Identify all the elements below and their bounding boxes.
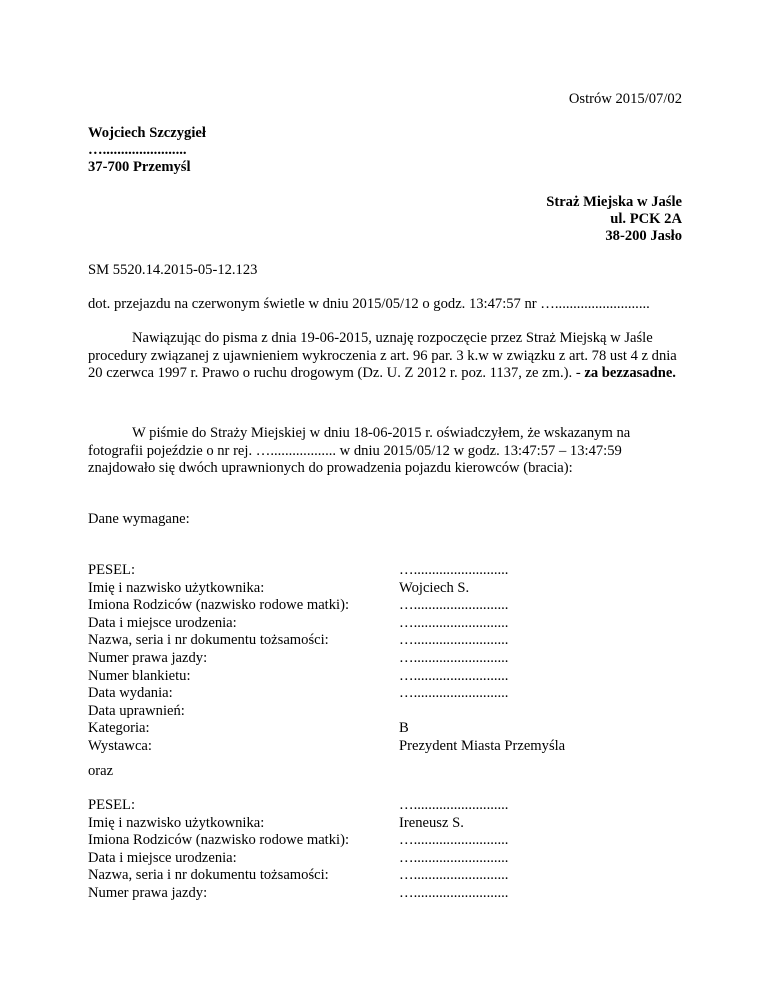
- field-value: …..........................: [399, 614, 509, 631]
- table-row: [88, 815, 508, 833]
- field-label: Wystawca:: [88, 737, 152, 754]
- field-value: B: [399, 720, 409, 737]
- field-value: …..........................: [399, 649, 509, 666]
- table-row: [88, 632, 565, 650]
- paragraph-acknowledgement-text: Nawiązując do pisma z dnia 19-06-2015, uznaję rozpoczęcie przez Straż Miejską w Jaśle procedury związanej z ujawnieniem wykroczenia z art. 96 par. 3 k.w w związku z art. 78 ust 4 z dnia 20 czerwca 1997 r. Prawo o ruchu drogowym (Dz. U. Z 2012 r. poz. 1137, ze zm.). -: [88, 330, 677, 381]
- recipient-street: ul. PCK 2A: [610, 211, 682, 227]
- paragraph-statement: W piśmie do Straży Miejskiej w dniu 18-06-2015 r. oświadczyłem, że wskazanym na fotografii pojeździe o nr rej. ….................. w dniu 2015/05/12 w godz. 13:47:57 – 13:47:59 znajdowało się dwóch uprawnionych do prowadzenia pojazdu kierowców (bracia):: [88, 425, 631, 476]
- field-value: Prezydent Miasta Przemyśla: [399, 737, 566, 754]
- field-label: Imiona Rodziców (nazwisko rodowe matki):: [88, 597, 349, 614]
- field-label: Imię i nazwisko użytkownika:: [88, 579, 265, 596]
- field-value: …..........................: [399, 832, 509, 849]
- recipient-city: 38-200 Jasło: [605, 228, 682, 244]
- sender-name: Wojciech Szczygieł: [88, 125, 206, 141]
- paragraph-acknowledgement-bold: za bezzasadne.: [584, 365, 676, 381]
- field-label: Data wydania:: [88, 685, 173, 702]
- field-value: …..........................: [399, 884, 509, 901]
- table-row: [88, 720, 565, 738]
- field-value: …..........................: [399, 562, 509, 578]
- table-row: [88, 797, 508, 815]
- field-value: …..........................: [399, 632, 509, 649]
- table-row: [88, 597, 565, 615]
- paragraph-acknowledgement: [88, 330, 682, 383]
- field-value: Wojciech S.: [399, 579, 470, 596]
- field-label: Imiona Rodziców (nazwisko rodowe matki):: [88, 832, 349, 849]
- table-row: [88, 738, 565, 756]
- table-row: [88, 850, 508, 868]
- field-label: PESEL:: [88, 562, 136, 578]
- field-label: Kategoria:: [88, 720, 150, 737]
- table-row: [88, 668, 565, 686]
- field-label: Numer blankietu:: [88, 667, 191, 684]
- field-label: Nazwa, seria i nr dokumentu tożsamości:: [88, 867, 329, 884]
- case-number: SM 5520.14.2015-05-12.123: [88, 262, 258, 278]
- table-row: [88, 650, 565, 668]
- table-row: [88, 562, 565, 580]
- table-row: [88, 867, 508, 885]
- field-label: Numer prawa jazdy:: [88, 649, 208, 666]
- field-label: Numer prawa jazdy:: [88, 884, 208, 901]
- sender-address: ….......................: [88, 142, 187, 158]
- driver2-table: [88, 797, 508, 903]
- sender-city: 37-700 Przemyśl: [88, 159, 191, 175]
- table-row: [88, 580, 565, 598]
- field-value: …..........................: [399, 867, 509, 884]
- field-value: …..........................: [399, 797, 509, 813]
- field-label: Data i miejsce urodzenia:: [88, 614, 237, 631]
- table-row: [88, 685, 565, 703]
- field-label: Imię i nazwisko użytkownika:: [88, 814, 265, 831]
- field-value: …..........................: [399, 685, 509, 702]
- driver1-table: [88, 562, 565, 756]
- and-label: oraz: [88, 763, 114, 779]
- recipient-name: Straż Miejska w Jaśle: [546, 194, 682, 210]
- table-row: [88, 885, 508, 903]
- subject-line: dot. przejazdu na czerwonym świetle w dniu 2015/05/12 o godz. 13:47:57 nr …..........................: [88, 296, 650, 312]
- table-row: [88, 832, 508, 850]
- field-label: PESEL:: [88, 797, 136, 813]
- field-value: …..........................: [399, 849, 509, 866]
- place-date: Ostrów 2015/07/02: [568, 91, 682, 107]
- field-label: Data i miejsce urodzenia:: [88, 849, 237, 866]
- field-label: Data uprawnień:: [88, 702, 185, 719]
- field-value: …..........................: [399, 597, 509, 614]
- table-row: [88, 615, 565, 633]
- table-row: [88, 703, 565, 721]
- required-data-label: Dane wymagane:: [88, 511, 190, 527]
- field-value: Ireneusz S.: [399, 814, 464, 831]
- field-value: …..........................: [399, 667, 509, 684]
- field-label: Nazwa, seria i nr dokumentu tożsamości:: [88, 632, 329, 649]
